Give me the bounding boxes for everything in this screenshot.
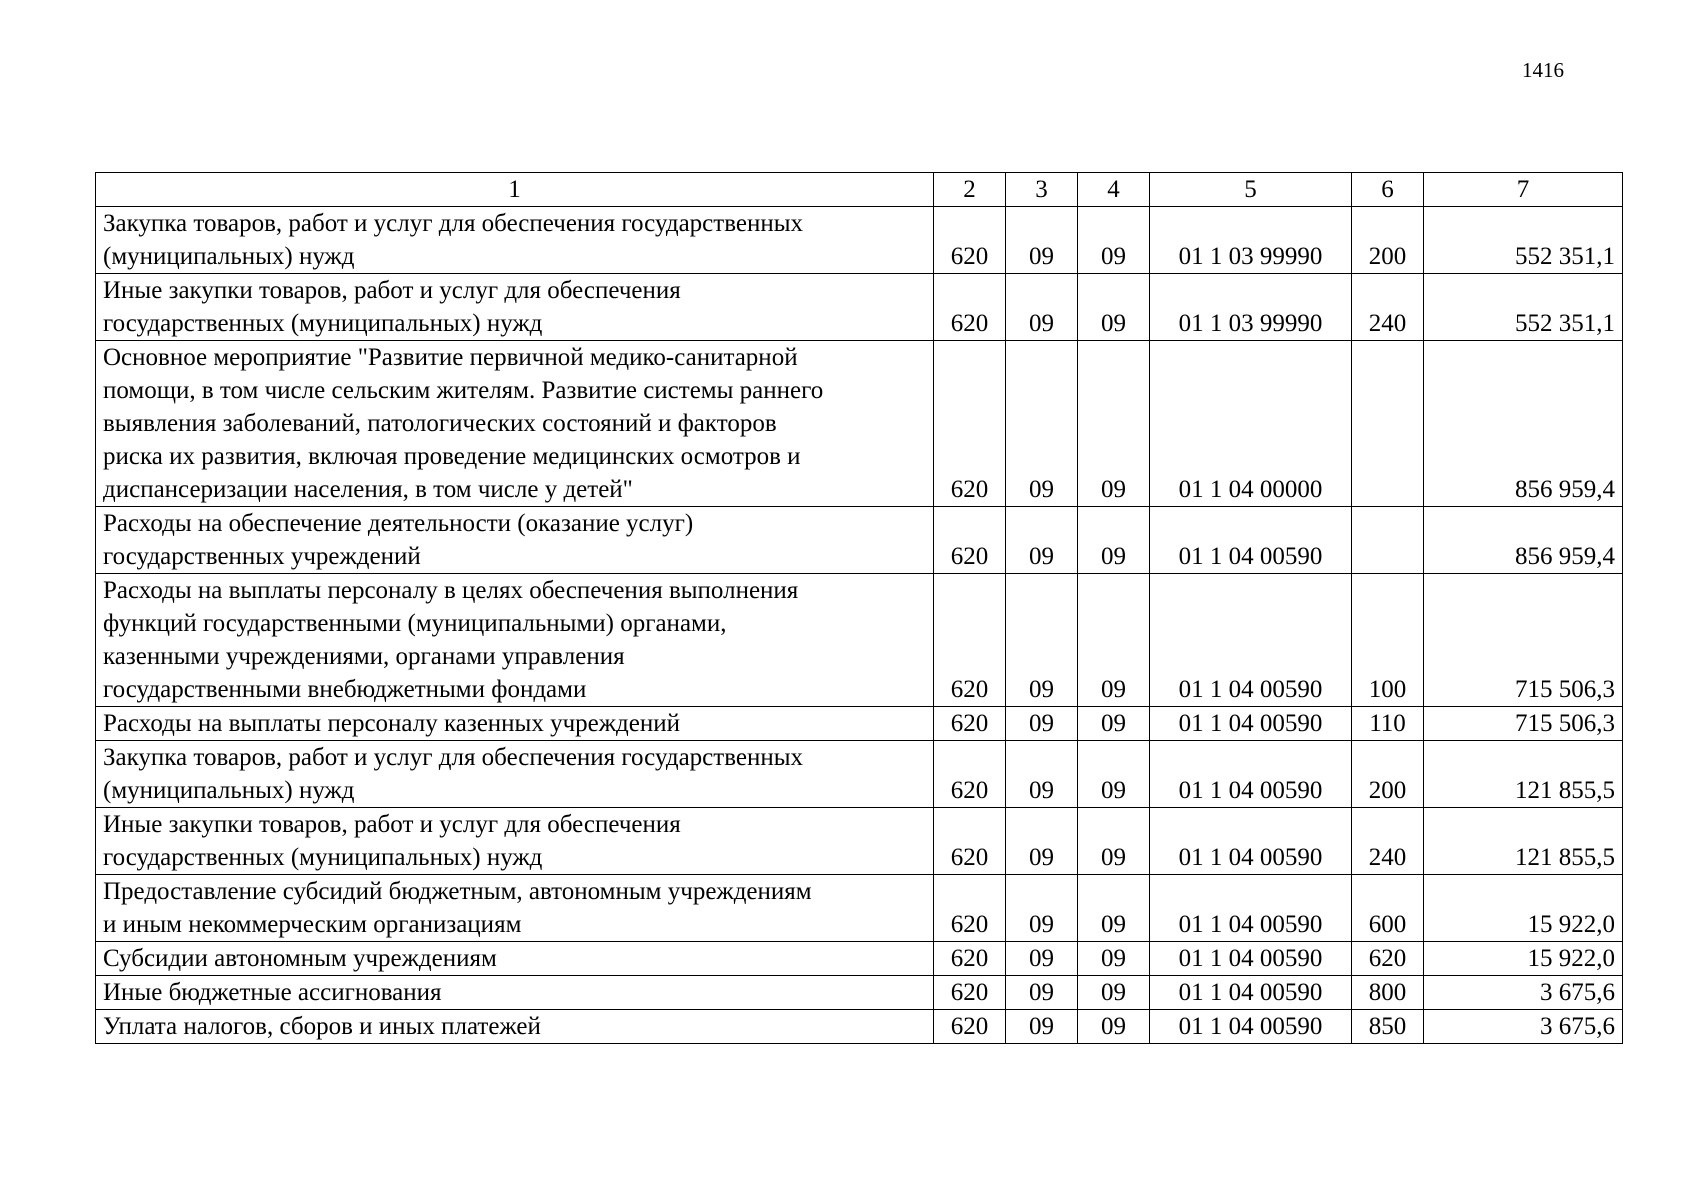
column-header: 6 — [1352, 173, 1424, 207]
admin-code-cell: 620 — [934, 207, 1006, 274]
row-name-cell — [96, 207, 934, 274]
table-row — [96, 1010, 1623, 1044]
expense-type-cell: 800 — [1352, 976, 1424, 1010]
subsection-cell: 09 — [1078, 942, 1150, 976]
column-header: 4 — [1078, 173, 1150, 207]
expense-type-cell: 850 — [1352, 1010, 1424, 1044]
row-name-cell — [96, 875, 934, 942]
table-row — [96, 741, 1623, 808]
amount-cell: 552 351,1 — [1424, 207, 1623, 274]
section-cell: 09 — [1006, 507, 1078, 574]
column-header: 7 — [1424, 173, 1623, 207]
admin-code-cell: 620 — [934, 942, 1006, 976]
table-row — [96, 875, 1623, 942]
amount-cell: 552 351,1 — [1424, 274, 1623, 341]
admin-code-cell: 620 — [934, 274, 1006, 341]
row-name-text: Расходы на обеспечение деятельности (оказание услуг) государственных учреждений — [103, 510, 694, 570]
table-row — [96, 274, 1623, 341]
admin-code-cell: 620 — [934, 1010, 1006, 1044]
subsection-cell: 09 — [1078, 976, 1150, 1010]
admin-code-cell: 620 — [934, 808, 1006, 875]
section-cell: 09 — [1006, 741, 1078, 808]
admin-code-cell: 620 — [934, 707, 1006, 741]
section-cell: 09 — [1006, 574, 1078, 707]
subsection-cell: 09 — [1078, 574, 1150, 707]
amount-cell: 15 922,0 — [1424, 875, 1623, 942]
row-name-text: Иные закупки товаров, работ и услуг для обеспечения государственных (муниципальных) нужд — [103, 277, 681, 337]
admin-code-cell: 620 — [934, 976, 1006, 1010]
row-name-text: Иные бюджетные ассигнования — [103, 979, 442, 1006]
column-header: 1 — [96, 173, 934, 207]
amount-cell: 3 675,6 — [1424, 1010, 1623, 1044]
target-article-cell: 01 1 04 00590 — [1150, 574, 1352, 707]
admin-code-cell: 620 — [934, 574, 1006, 707]
section-cell: 09 — [1006, 707, 1078, 741]
target-article-cell: 01 1 04 00590 — [1150, 942, 1352, 976]
section-cell: 09 — [1006, 207, 1078, 274]
table-row — [96, 507, 1623, 574]
row-name-cell — [96, 942, 934, 976]
subsection-cell: 09 — [1078, 808, 1150, 875]
expense-type-cell: 240 — [1352, 808, 1424, 875]
target-article-cell: 01 1 04 00590 — [1150, 976, 1352, 1010]
expense-type-cell: 600 — [1352, 875, 1424, 942]
amount-cell: 715 506,3 — [1424, 707, 1623, 741]
admin-code-cell: 620 — [934, 741, 1006, 808]
amount-cell: 121 855,5 — [1424, 808, 1623, 875]
expense-type-cell: 200 — [1352, 741, 1424, 808]
target-article-cell: 01 1 04 00000 — [1150, 341, 1352, 507]
row-name-text: Закупка товаров, работ и услуг для обеспечения государственных (муниципальных) нужд — [103, 744, 804, 804]
target-article-cell: 01 1 04 00590 — [1150, 1010, 1352, 1044]
subsection-cell: 09 — [1078, 875, 1150, 942]
section-cell: 09 — [1006, 808, 1078, 875]
table-row — [96, 341, 1623, 507]
column-header: 5 — [1150, 173, 1352, 207]
page-number: 1416 — [1522, 58, 1564, 82]
header-row — [96, 173, 1623, 207]
row-name-text: Основное мероприятие "Развитие первичной медико-санитарной помощи, в том числе сельским жителям. Развитие системы раннего выявления заболеваний, патологических состояний и факторов риска их развития, включая проведение медицинских осмотров и диспансеризации населения, в том числе у детей" — [103, 344, 824, 503]
row-name-cell — [96, 707, 934, 741]
row-name-cell — [96, 507, 934, 574]
subsection-cell: 09 — [1078, 1010, 1150, 1044]
amount-cell: 15 922,0 — [1424, 942, 1623, 976]
row-name-cell — [96, 808, 934, 875]
target-article-cell: 01 1 03 99990 — [1150, 207, 1352, 274]
row-name-text: Расходы на выплаты персоналу казенных учреждений — [103, 710, 680, 737]
admin-code-cell: 620 — [934, 507, 1006, 574]
table-body — [96, 207, 1623, 1044]
row-name-cell — [96, 741, 934, 808]
expense-type-cell: 200 — [1352, 207, 1424, 274]
table-row — [96, 808, 1623, 875]
subsection-cell: 09 — [1078, 274, 1150, 341]
row-name-cell — [96, 341, 934, 507]
expense-type-cell: 240 — [1352, 274, 1424, 341]
section-cell: 09 — [1006, 274, 1078, 341]
section-cell: 09 — [1006, 942, 1078, 976]
subsection-cell: 09 — [1078, 741, 1150, 808]
amount-cell: 715 506,3 — [1424, 574, 1623, 707]
table-row — [96, 574, 1623, 707]
expense-type-cell — [1352, 341, 1424, 507]
subsection-cell: 09 — [1078, 707, 1150, 741]
table-row — [96, 942, 1623, 976]
section-cell: 09 — [1006, 976, 1078, 1010]
section-cell: 09 — [1006, 341, 1078, 507]
section-cell: 09 — [1006, 875, 1078, 942]
admin-code-cell: 620 — [934, 341, 1006, 507]
admin-code-cell: 620 — [934, 875, 1006, 942]
subsection-cell: 09 — [1078, 341, 1150, 507]
row-name-text: Уплата налогов, сборов и иных платежей — [103, 1013, 541, 1040]
row-name-text: Предоставление субсидий бюджетным, автономным учреждениям и иным некоммерческим организациям — [103, 878, 812, 938]
subsection-cell: 09 — [1078, 207, 1150, 274]
target-article-cell: 01 1 04 00590 — [1150, 507, 1352, 574]
row-name-text: Иные закупки товаров, работ и услуг для обеспечения государственных (муниципальных) нужд — [103, 811, 681, 871]
target-article-cell: 01 1 04 00590 — [1150, 808, 1352, 875]
row-name-cell — [96, 574, 934, 707]
target-article-cell: 01 1 03 99990 — [1150, 274, 1352, 341]
target-article-cell: 01 1 04 00590 — [1150, 875, 1352, 942]
expense-type-cell — [1352, 507, 1424, 574]
row-name-text: Субсидии автономным учреждениям — [103, 945, 497, 972]
section-cell: 09 — [1006, 1010, 1078, 1044]
row-name-text: Закупка товаров, работ и услуг для обеспечения государственных (муниципальных) нужд — [103, 210, 804, 270]
amount-cell: 856 959,4 — [1424, 341, 1623, 507]
subsection-cell: 09 — [1078, 507, 1150, 574]
amount-cell: 3 675,6 — [1424, 976, 1623, 1010]
expense-type-cell: 110 — [1352, 707, 1424, 741]
row-name-cell — [96, 274, 934, 341]
budget-table — [95, 172, 1623, 1044]
amount-cell: 856 959,4 — [1424, 507, 1623, 574]
column-header: 2 — [934, 173, 1006, 207]
expense-type-cell: 620 — [1352, 942, 1424, 976]
amount-cell: 121 855,5 — [1424, 741, 1623, 808]
column-header: 3 — [1006, 173, 1078, 207]
target-article-cell: 01 1 04 00590 — [1150, 741, 1352, 808]
target-article-cell: 01 1 04 00590 — [1150, 707, 1352, 741]
table-row — [96, 207, 1623, 274]
row-name-text: Расходы на выплаты персоналу в целях обеспечения выполнения функций государственными (муниципальными) органами, казенными учреждениями, органами управления государственными внебюджетными фондами — [103, 577, 799, 703]
table-row — [96, 707, 1623, 741]
row-name-cell — [96, 1010, 934, 1044]
row-name-cell — [96, 976, 934, 1010]
expense-type-cell: 100 — [1352, 574, 1424, 707]
table-row — [96, 976, 1623, 1010]
